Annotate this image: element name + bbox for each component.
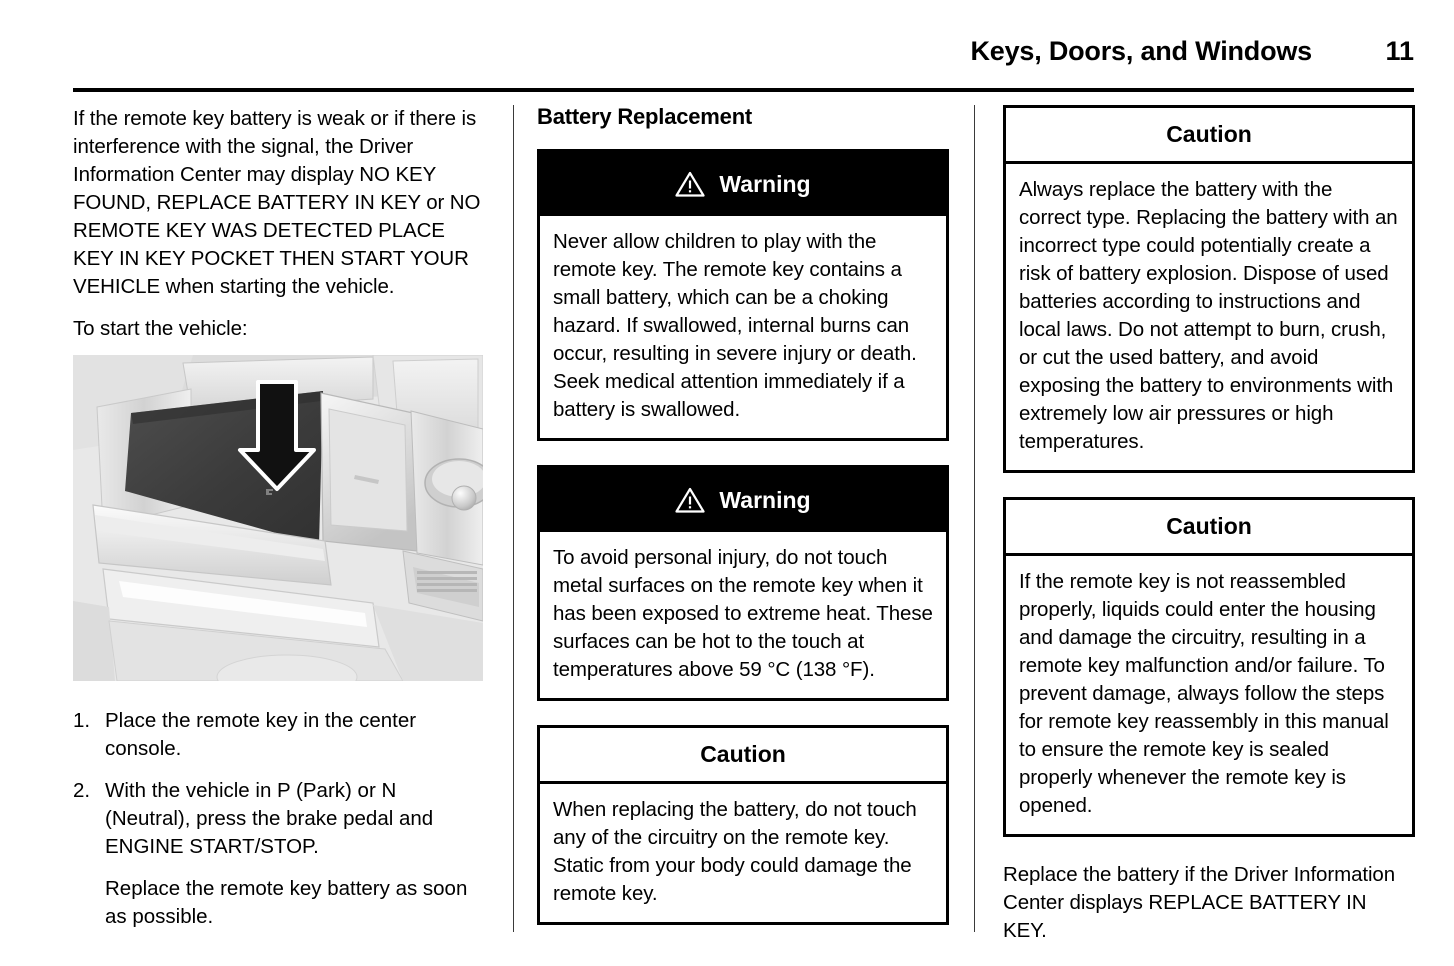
warning-box-label: Warning [719, 486, 811, 513]
warning-box-body [540, 532, 946, 698]
warning-box [537, 149, 949, 441]
intro-paragraph: If the remote key battery is weak or if there is interference with the signal, the Driver Information Center may display NO KEY FOUND, REPLACE BATTERY IN KEY or NO REMOTE KEY WAS DETECTED PLACE KEY IN KEY POCKET THEN START YOUR VEHICLE when starting the vehicle. [73, 107, 481, 298]
caution-box-body [1006, 164, 1412, 470]
page-title: Keys, Doors, and Windows [970, 36, 1312, 66]
warning-box-body [540, 216, 946, 438]
caution-box [537, 725, 949, 925]
left-column [73, 105, 485, 931]
warning-box [537, 465, 949, 701]
page-number: 11 [1385, 36, 1414, 66]
column-divider-left [513, 105, 514, 932]
list-item [73, 707, 485, 763]
closing-paragraph: Replace the battery if the Driver Information Center displays REPLACE BATTERY IN KEY. [1003, 863, 1396, 942]
caution-box-header [1006, 500, 1412, 556]
warning-triangle-icon [675, 171, 705, 197]
warning-box-header [540, 152, 946, 216]
caution-box-body [540, 784, 946, 922]
lead-in-text: To start the vehicle: [73, 317, 248, 340]
right-column [1003, 105, 1415, 966]
caution-box-text: If the remote key is not reassembled properly, liquids could enter the housing and damage the circuitry, resulting in a remote key malfunction and/or failure. To prevent damage, always follow the steps for remote key reassembly in this manual to ensure the remote key is sealed properly whenever the remote key is opened. [1019, 570, 1389, 817]
list-item-number: 2. [73, 779, 91, 802]
center-console-illustration [73, 355, 483, 681]
list-item [73, 777, 485, 931]
caution-box [1003, 497, 1415, 837]
caution-box-text: Always replace the battery with the correct type. Replacing the battery with an incorrect type could potentially create a risk of battery explosion. Dispose of used batteries according to instructions and local laws. Do not attempt to burn, crush, or cut the used battery, and avoid exposing the battery to environments with extremely low air pressures or high temperatures. [1019, 178, 1398, 453]
caution-box-header [540, 728, 946, 784]
caution-box-text: When replacing the battery, do not touch any of the circuitry on the remote key. Static from your body could damage the remote key. [553, 798, 917, 906]
center-console-figure [73, 355, 483, 681]
start-vehicle-steps [73, 707, 485, 931]
list-item-text: Place the remote key in the center console. [105, 709, 417, 760]
caution-box-header [1006, 108, 1412, 164]
middle-column [537, 105, 949, 925]
list-item-text: With the vehicle in P (Park) or N (Neutral), press the brake pedal and ENGINE START/STOP. [105, 779, 434, 858]
warning-box-text: Never allow children to play with the remote key. The remote key contains a small battery, which can be a choking hazard. If swallowed, internal burns can occur, resulting in severe injury or death. Seek medical attention immediately if a battery is swallowed. [553, 230, 917, 422]
warning-triangle-icon [675, 487, 705, 513]
caution-box-body [1006, 556, 1412, 834]
caution-box [1003, 105, 1415, 473]
warning-box-header [540, 468, 946, 532]
list-item-number: 1. [73, 709, 91, 732]
caution-box-label: Caution [700, 741, 786, 768]
column-divider-right [974, 105, 975, 932]
page-header [73, 38, 1414, 86]
caution-box-label: Caution [1166, 513, 1252, 539]
section-heading-battery-replacement: Battery Replacement [537, 104, 753, 129]
warning-box-label: Warning [719, 170, 811, 197]
header-rule [73, 88, 1414, 92]
warning-box-text: To avoid personal injury, do not touch metal surfaces on the remote key when it has been exposed to extreme heat. These surfaces can be hot to the touch at temperatures above 59 °C (138 °F). [553, 546, 933, 682]
step-followup-text: Replace the remote key battery as soon as possible. [105, 877, 468, 928]
left-column-text [73, 105, 485, 343]
caution-box-label: Caution [1166, 121, 1252, 147]
